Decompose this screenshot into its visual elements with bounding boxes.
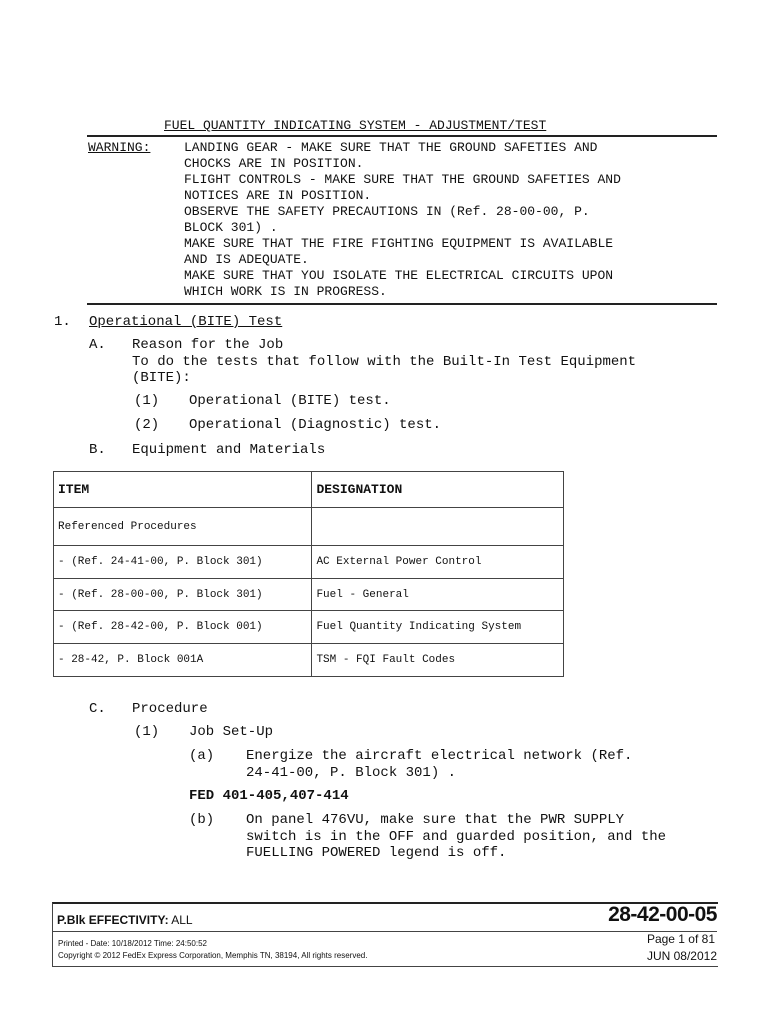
step-title: Job Set-Up [189,724,274,740]
table-row [54,579,564,611]
table-row [54,546,564,579]
subsection-title-b: Equipment and Materials [132,442,326,458]
effectivity-label: P.Blk EFFECTIVITY: [57,913,169,927]
table-header-designation: DESIGNATION [312,472,564,508]
table-cell: - (Ref. 24-41-00, P. Block 301) [54,546,312,579]
item-number: (2) [134,417,160,433]
warning-text [184,140,621,300]
reason-line: To do the tests that follow with the Built-In Test Equipment [132,354,637,370]
table-row [54,611,564,644]
substep-line: On panel 476VU, make sure that the PWR SUPPLY [246,812,625,828]
table-cell: - (Ref. 28-42-00, P. Block 001) [54,611,312,644]
effectivity [57,913,193,927]
table-cell: - 28-42, P. Block 001A [54,644,312,677]
table-cell: Fuel Quantity Indicating System [312,611,564,644]
substep-line: 24-41-00, P. Block 301) . [246,765,457,781]
effectivity-note: FED 401-405,407-414 [189,788,349,804]
section-number: 1. [54,314,71,330]
table-header-item: ITEM [54,472,312,508]
warning-line: WHICH WORK IS IN PROGRESS. [184,284,387,299]
table-row [54,508,564,546]
table-cell: TSM - FQI Fault Codes [312,644,564,677]
table-cell: Referenced Procedures [54,508,312,546]
effectivity-value: ALL [171,913,193,927]
equipment-table [53,471,564,677]
table-cell [312,508,564,546]
table-cell: - (Ref. 28-00-00, P. Block 301) [54,579,312,611]
subsection-letter-a: A. [89,337,106,353]
document-number: 28-42-00-05 [608,903,717,926]
warning-line: FLIGHT CONTROLS - MAKE SURE THAT THE GROUND SAFETIES AND [184,172,621,187]
subsection-title-a: Reason for the Job [132,337,284,353]
warning-rule [87,303,717,305]
warning-line: BLOCK 301) . [184,220,278,235]
substep-line: Energize the aircraft electrical network (Ref. [246,748,633,764]
substep-number: (b) [189,812,215,828]
warning-line: NOTICES ARE IN POSITION. [184,188,372,203]
substep-line: FUELLING POWERED legend is off. [246,845,507,861]
footer-divider [52,931,717,932]
item-text: Operational (Diagnostic) test. [189,417,442,433]
substep-line: switch is in the OFF and guarded position, and the [246,829,667,845]
item-number: (1) [134,393,160,409]
warning-line: CHOCKS ARE IN POSITION. [184,156,364,171]
warning-line: OBSERVE THE SAFETY PRECAUTIONS IN (Ref. 28-00-00, P. [184,204,590,219]
table-header-row [54,472,564,508]
table-row [54,644,564,677]
section-heading: Operational (BITE) Test [89,314,283,330]
reason-line: (BITE): [132,370,191,386]
table-cell: Fuel - General [312,579,564,611]
copyright: Copyright © 2012 FedEx Express Corporation, Memphis TN, 38194, All rights reserved. [58,951,368,960]
title-rule [87,135,717,137]
warning-line: MAKE SURE THAT THE FIRE FIGHTING EQUIPMENT IS AVAILABLE [184,236,614,251]
substep-number: (a) [189,748,215,764]
subsection-letter-b: B. [89,442,106,458]
printed-date: Printed - Date: 10/18/2012 Time: 24:50:52 [58,939,207,948]
warning-line: AND IS ADEQUATE. [184,252,309,267]
page-number: Page 1 of 81 [646,932,715,946]
warning-label: WARNING: [88,140,151,155]
table-cell: AC External Power Control [312,546,564,579]
warning-line: MAKE SURE THAT YOU ISOLATE THE ELECTRICAL CIRCUITS UPON [184,268,614,283]
warning-line: LANDING GEAR - MAKE SURE THAT THE GROUND SAFETIES AND [184,140,598,155]
step-number: (1) [134,724,160,740]
revision-date: JUN 08/2012 [646,949,717,963]
page-title: FUEL QUANTITY INDICATING SYSTEM - ADJUSTMENT/TEST [164,118,547,133]
item-text: Operational (BITE) test. [189,393,391,409]
subsection-letter-c: C. [89,701,106,717]
subsection-title-c: Procedure [132,701,208,717]
